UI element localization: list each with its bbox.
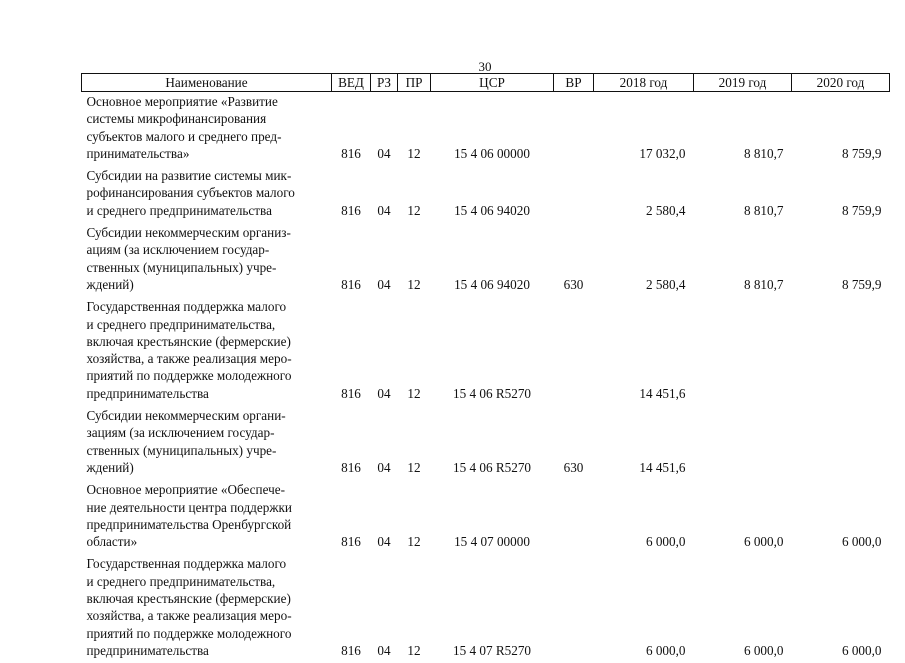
row-rz: 04: [371, 92, 398, 167]
table-body: [82, 92, 890, 663]
header-ved: ВЕД: [332, 74, 371, 92]
row-vr: [554, 480, 594, 554]
header-name: Наименование: [82, 74, 332, 92]
header-2019: 2019 год: [694, 74, 792, 92]
row-rz: 04: [371, 554, 398, 663]
row-rz: 04: [371, 406, 398, 480]
row-name: Основное мероприятие «Развитие системы микрофинансирования субъектов малого и среднего пред- принимательства»: [82, 92, 332, 167]
table-row: [82, 166, 890, 223]
row-name: Государственная поддержка малого и среднего предпринимательства, включая крестьянские (фермерские) хозяйства, а также реализация меро- приятий по поддержке молодежного предпринимательства: [82, 297, 332, 406]
header-pr: ПР: [398, 74, 431, 92]
row-2019: 8 810,7: [694, 92, 792, 167]
table-row: [82, 480, 890, 554]
row-2019: 6 000,0: [694, 554, 792, 663]
row-rz: 04: [371, 166, 398, 223]
row-2019: 8 810,7: [694, 166, 792, 223]
row-2018: 2 580,4: [594, 166, 694, 223]
row-2019: 6 000,0: [694, 480, 792, 554]
row-rz: 04: [371, 223, 398, 297]
row-ved: 816: [332, 92, 371, 167]
header-row: [82, 74, 890, 92]
row-2018: 2 580,4: [594, 223, 694, 297]
header-2018: 2018 год: [594, 74, 694, 92]
row-csr: 15 4 06 00000: [431, 92, 554, 167]
row-2018: 6 000,0: [594, 480, 694, 554]
row-vr: 630: [554, 406, 594, 480]
header-vr: ВР: [554, 74, 594, 92]
header-csr: ЦСР: [431, 74, 554, 92]
row-ved: 816: [332, 297, 371, 406]
budget-table: [81, 73, 890, 663]
row-csr: 15 4 06 R5270: [431, 297, 554, 406]
table-row: [82, 223, 890, 297]
header-2020: 2020 год: [792, 74, 890, 92]
row-ved: 816: [332, 223, 371, 297]
row-2019: [694, 297, 792, 406]
table-row: [82, 554, 890, 663]
row-pr: 12: [398, 92, 431, 167]
row-pr: 12: [398, 297, 431, 406]
row-vr: 630: [554, 223, 594, 297]
row-pr: 12: [398, 554, 431, 663]
table-row: [82, 92, 890, 167]
row-2019: [694, 406, 792, 480]
row-2020: 6 000,0: [792, 480, 890, 554]
row-csr: 15 4 06 94020: [431, 166, 554, 223]
row-csr: 15 4 07 R5270: [431, 554, 554, 663]
row-2020: [792, 297, 890, 406]
row-pr: 12: [398, 223, 431, 297]
row-2018: 17 032,0: [594, 92, 694, 167]
row-2020: [792, 406, 890, 480]
row-2020: 8 759,9: [792, 223, 890, 297]
row-name: Основное мероприятие «Обеспече- ние деятельности центра поддержки предпринимательства Оренбургской области»: [82, 480, 332, 554]
table-row: [82, 297, 890, 406]
row-vr: [554, 92, 594, 167]
row-name: Субсидии на развитие системы мик- рофинансирования субъектов малого и среднего предпринимательства: [82, 166, 332, 223]
row-pr: 12: [398, 166, 431, 223]
row-csr: 15 4 07 00000: [431, 480, 554, 554]
row-ved: 816: [332, 480, 371, 554]
row-2020: 8 759,9: [792, 166, 890, 223]
row-vr: [554, 166, 594, 223]
row-2018: 6 000,0: [594, 554, 694, 663]
page-number: 30: [470, 59, 500, 75]
row-2019: 8 810,7: [694, 223, 792, 297]
row-2018: 14 451,6: [594, 297, 694, 406]
row-vr: [554, 554, 594, 663]
row-csr: 15 4 06 R5270: [431, 406, 554, 480]
row-ved: 816: [332, 406, 371, 480]
row-name: Государственная поддержка малого и среднего предпринимательства, включая крестьянские (фермерские) хозяйства, а также реализация меро- приятий по поддержке молодежного предпринимательства: [82, 554, 332, 663]
row-pr: 12: [398, 480, 431, 554]
table-row: [82, 406, 890, 480]
row-vr: [554, 297, 594, 406]
row-2018: 14 451,6: [594, 406, 694, 480]
row-ved: 816: [332, 554, 371, 663]
row-rz: 04: [371, 480, 398, 554]
row-csr: 15 4 06 94020: [431, 223, 554, 297]
row-name: Субсидии некоммерческим организ- ациям (за исключением государ- ственных (муниципальных) учре- ждений): [82, 223, 332, 297]
row-rz: 04: [371, 297, 398, 406]
row-name: Субсидии некоммерческим органи- зациям (за исключением государ- ственных (муниципальных) учре- ждений): [82, 406, 332, 480]
table-header: [82, 74, 890, 92]
header-rz: РЗ: [371, 74, 398, 92]
row-2020: 6 000,0: [792, 554, 890, 663]
row-2020: 8 759,9: [792, 92, 890, 167]
row-ved: 816: [332, 166, 371, 223]
row-pr: 12: [398, 406, 431, 480]
